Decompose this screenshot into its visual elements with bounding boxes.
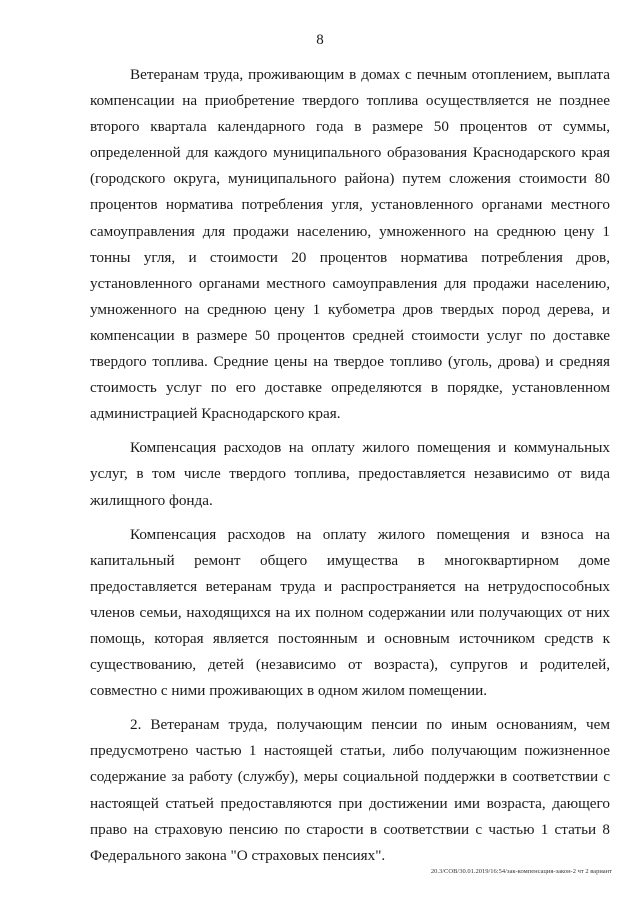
document-body	[90, 62, 610, 869]
paragraph-family-members: Компенсация расходов на оплату жилого помещения и взноса на капитальный ремонт общего имущества в многоквартирном доме предоставляется ветеранам труда и распространяется на нетрудоспособных членов семьи, находящихся на их полном содержании или получающих от них помощь, которая является постоянным и основным источником средств к существованию, детей (независимо от возраста), супругов и родителей, совместно с ними проживающих в одном жилом помещении.	[90, 525, 610, 700]
paragraph-housing-fund: Компенсация расходов на оплату жилого помещения и коммунальных услуг, в том числе твердого топлива, предоставляется независимо от вида жилищного фонда.	[90, 439, 610, 509]
paragraph-section-2: 2. Ветеранам труда, получающим пенсии по иным основаниям, чем предусмотрено частью 1 настоящей статьи, либо получающим пожизненное содержание за работу (службу), меры социальной поддержки в соответствии с настоящей статьей предоставляются при достижении ими возраста, дающего право на страховую пенсию по старости в соответствии с частью 1 статьи 8 Федерального закона "О страховых пенсиях".	[90, 716, 610, 864]
paragraph-heating-compensation: Ветеранам труда, проживающим в домах с печным отоплением, выплата компенсации на приобретение твердого топлива осуществляется не позднее второго квартала календарного года в размере 50 процентов от суммы, определенной для каждого муниципального образования Краснодарского края (городского округа, муниципального района) путем сложения стоимости 80 процентов норматива потребления угля, установленного органами местного самоуправления для продажи населению, умноженного на среднюю цену 1 тонны угля, и стоимости 20 процентов норматива потребления дров, установленного органами местного самоуправления для продажи населению, умноженного на среднюю цену 1 кубометра дров твердых пород дерева, и компенсации в размере 50 процентов средней стоимости услуг по доставке твердого топлива. Средние цены на твердое топливо (уголь, дрова) и средняя стоимость услуг по его доставке определяются в порядке, установленном администрацией Краснодарского края.	[90, 66, 610, 423]
footer-document-code: 20.3/СОВ/30.01.2019/16:54/зак-компенсация-закон-2 чт 2 вариант	[430, 868, 612, 875]
page-number: 8	[316, 32, 324, 48]
